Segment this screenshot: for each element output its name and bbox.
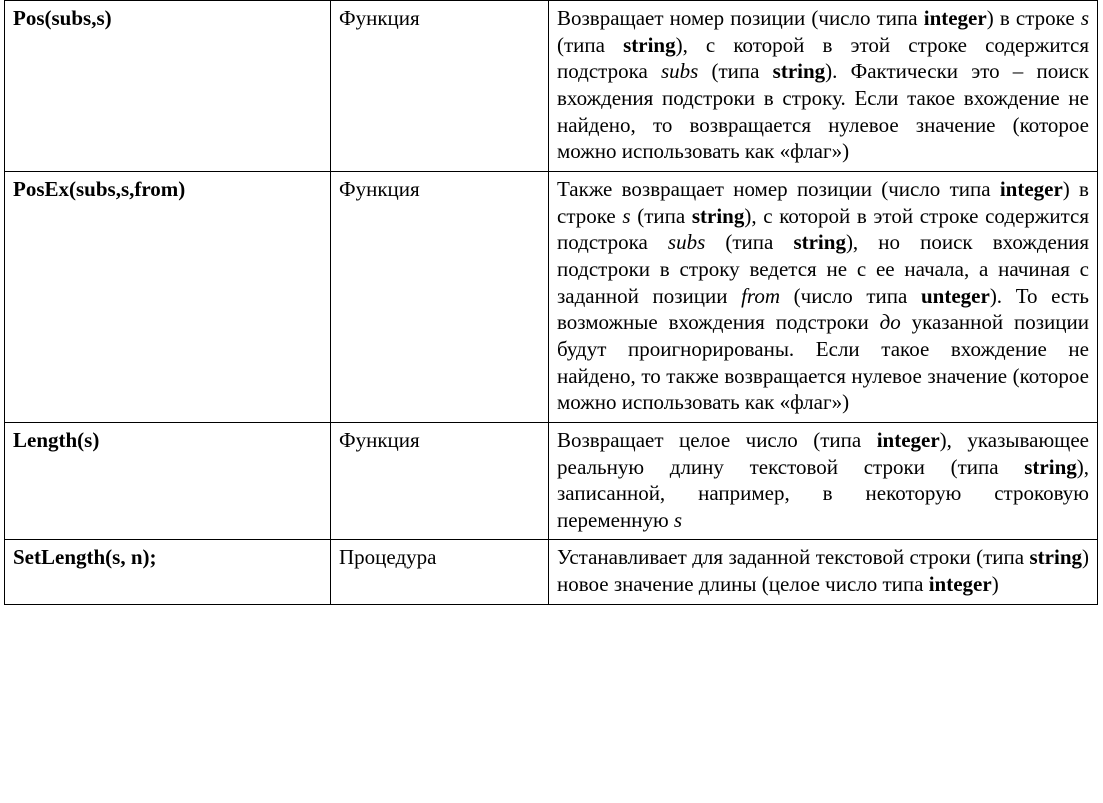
routine-kind-cell: Функция — [331, 422, 549, 540]
routine-name-cell: Pos(subs,s) — [5, 1, 331, 172]
routine-name-cell: Length(s) — [5, 422, 331, 540]
table-row — [5, 171, 1098, 422]
routine-description-cell: Возвращает номер позиции (число типа integer) в строке s (типа string), с которой в этой строке содержится подстрока subs (типа string). Фактически это – поиск вхождения подстроки в строку. Если такое вхождение не найдено, то возвращается нулевое значение (которое можно использовать как «флаг») — [549, 1, 1098, 172]
routine-description-cell: Устанавливает для заданной текстовой строки (типа string) новое значение длины (целое число типа integer) — [549, 540, 1098, 604]
functions-reference-table — [4, 0, 1098, 605]
routine-description-cell: Возвращает целое число (типа integer), указывающее реальную длину текстовой строки (типа string), записанной, например, в некоторую строковую переменную s — [549, 422, 1098, 540]
table-row — [5, 540, 1098, 604]
routine-name-cell: PosEx(subs,s,from) — [5, 171, 331, 422]
routine-kind-cell: Процедура — [331, 540, 549, 604]
table-body — [5, 1, 1098, 605]
routine-description-cell: Также возвращает номер позиции (число типа integer) в строке s (типа string), с которой в этой строке содержится подстрока subs (типа string), но поиск вхождения подстроки в строку ведется не с ее начала, а начиная с заданной позиции from (число типа unteger). То есть возможные вхождения подстроки до указанной позиции будут проигнорированы. Если такое вхождение не найдено, то также возвращается нулевое значение (которое можно использовать как «флаг») — [549, 171, 1098, 422]
routine-name-cell: SetLength(s, n); — [5, 540, 331, 604]
table-row — [5, 1, 1098, 172]
table-row — [5, 422, 1098, 540]
routine-kind-cell: Функция — [331, 1, 549, 172]
routine-kind-cell: Функция — [331, 171, 549, 422]
